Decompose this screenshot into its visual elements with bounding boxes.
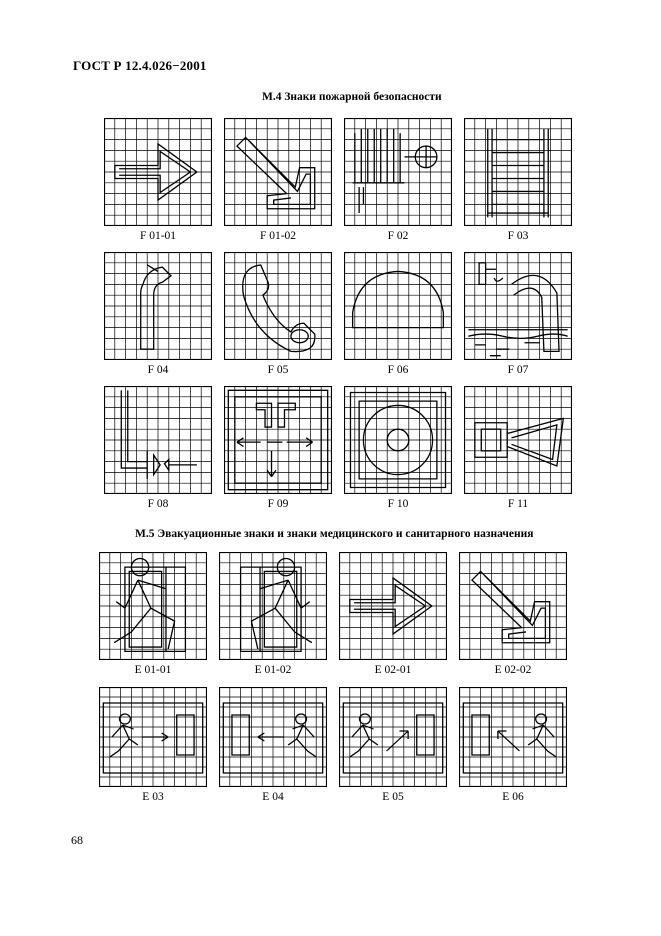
sign-caption: E 04	[262, 791, 284, 803]
sign-e-02-02	[459, 552, 567, 678]
fire-extinguisher-icon	[104, 252, 212, 360]
exit-running-man-left-icon	[219, 552, 327, 660]
fire-ladder-icon	[464, 118, 572, 226]
sign-caption: F 03	[507, 230, 529, 242]
sign-caption: F 05	[267, 364, 289, 376]
dry-pipe-icon	[104, 386, 212, 494]
sign-caption: F 11	[507, 498, 529, 510]
document-header: ГОСТ Р 12.4.026−2001	[73, 58, 207, 73]
sign-caption: E 03	[142, 791, 164, 803]
sign-f-08	[104, 386, 212, 512]
arrow-down-right-icon	[459, 552, 567, 660]
sign-caption: F 01-01	[139, 230, 177, 242]
loudspeaker-icon	[464, 386, 572, 494]
fire-hose-icon	[344, 118, 452, 226]
sign-e-01-02	[219, 552, 327, 678]
sign-caption: F 04	[147, 364, 169, 376]
fire-alarm-icon	[344, 386, 452, 494]
sign-caption: E 01-02	[254, 664, 292, 676]
sign-f-03	[464, 118, 572, 244]
fire-alarm-button-icon	[344, 252, 452, 360]
exit-running-man-icon	[99, 552, 207, 660]
sign-f-06	[344, 252, 452, 378]
sign-caption: F 08	[147, 498, 169, 510]
section-title-evacuation: М.5 Эвакуационные знаки и знаки медицинского и санитарного назначения	[135, 528, 534, 540]
sign-e-06	[459, 687, 567, 805]
fire-water-source-icon	[464, 252, 572, 360]
fire-hydrant-icon	[224, 386, 332, 494]
sign-e-04	[219, 687, 327, 805]
sign-e-02-01	[339, 552, 447, 678]
telephone-icon	[224, 252, 332, 360]
sign-e-05	[339, 687, 447, 805]
sign-caption: F 10	[387, 498, 409, 510]
sign-f-05	[224, 252, 332, 378]
sign-f-01-01	[104, 118, 212, 244]
arrow-right-icon	[104, 118, 212, 226]
exit-right-icon	[99, 687, 207, 787]
sign-f-11	[464, 386, 572, 512]
exit-left-icon	[219, 687, 327, 787]
sign-e-01-01	[99, 552, 207, 678]
sign-caption: E 05	[382, 791, 404, 803]
sign-e-03	[99, 687, 207, 805]
sign-caption: E 02-02	[494, 664, 532, 676]
arrow-down-right-icon	[224, 118, 332, 226]
sign-caption: E 02-01	[374, 664, 412, 676]
arrow-right-icon	[339, 552, 447, 660]
sign-f-10	[344, 386, 452, 512]
sign-caption: F 06	[387, 364, 409, 376]
sign-f-01-02	[224, 118, 332, 244]
section-title-fire-safety: М.4 Знаки пожарной безопасности	[262, 91, 442, 103]
sign-caption: F 01-02	[259, 230, 297, 242]
sign-f-02	[344, 118, 452, 244]
sign-caption: F 07	[507, 364, 529, 376]
sign-f-09	[224, 386, 332, 512]
exit-up-left-icon	[459, 687, 567, 787]
sign-caption: E 06	[502, 791, 524, 803]
sign-caption: E 01-01	[134, 664, 172, 676]
page-number: 68	[71, 833, 83, 847]
exit-up-right-icon	[339, 687, 447, 787]
sign-f-04	[104, 252, 212, 378]
sign-caption: F 02	[387, 230, 409, 242]
sign-f-07	[464, 252, 572, 378]
sign-caption: F 09	[267, 498, 289, 510]
